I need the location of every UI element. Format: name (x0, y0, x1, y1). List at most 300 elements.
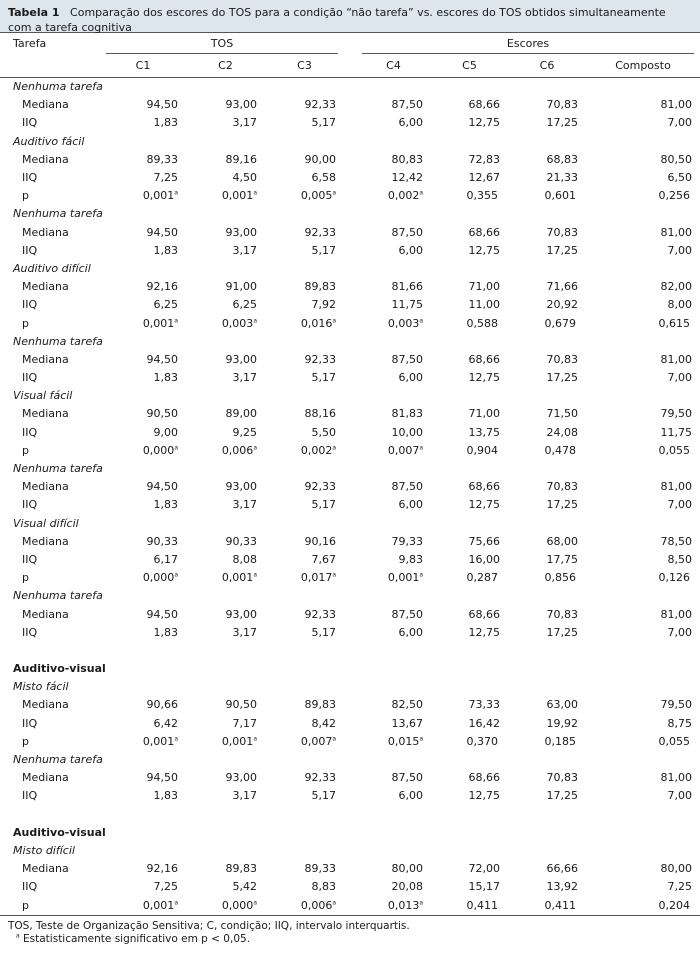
cell-value: 12,75 (468, 498, 501, 512)
table-row (0, 169, 700, 187)
group-label: Nenhuma tarefa (13, 80, 103, 94)
cell-value: 7,00 (667, 498, 693, 512)
table-row (0, 224, 700, 242)
header-col-composto: Composto (586, 55, 700, 78)
cell-value: 92,33 (304, 480, 337, 494)
cell-c2 (186, 224, 265, 242)
cell-c2 (186, 715, 265, 733)
cell-c2 (186, 496, 265, 514)
cell-value: 0,007 (300, 734, 333, 748)
cell-c1 (100, 478, 186, 496)
column-gap (344, 114, 356, 132)
table-row (0, 533, 700, 551)
cell-value: 1,83 (153, 498, 178, 512)
cell-value: 0,005 (300, 189, 333, 203)
header-escores-group (356, 33, 700, 56)
cell-value: 71,00 (468, 280, 501, 294)
column-gap (344, 96, 356, 114)
row-label: p (22, 316, 29, 330)
row-label: p (0, 896, 100, 915)
group-row (0, 205, 700, 223)
cell-value: 87,50 (391, 771, 424, 785)
cell-c3 (265, 151, 344, 169)
cell-value: 17,25 (546, 371, 579, 385)
cell-value: 0,001 (221, 734, 254, 748)
cell-c2 (186, 296, 265, 314)
group-row (0, 678, 700, 696)
cell-c6 (508, 114, 586, 132)
cell-c1 (100, 496, 186, 514)
table-row (0, 314, 700, 332)
cell-value: 4,50 (232, 171, 257, 185)
cell-c5 (431, 96, 508, 114)
cell-c4 (356, 787, 431, 805)
cell-c4 (356, 878, 431, 896)
table-caption-text: Comparação dos escores do TOS para a condição “não tarefa” vs. escores do TOS obtidos simultaneamente com a tarefa cognitiva (8, 6, 666, 34)
cell-c6 (508, 696, 586, 714)
cell-c6 (508, 878, 586, 896)
cell-value: 6,00 (398, 243, 424, 257)
cell-c5 (431, 369, 508, 387)
cell-c4 (356, 351, 431, 369)
cell-value: 6,58 (311, 171, 337, 185)
section-row (0, 824, 700, 842)
cell-composto (586, 314, 700, 332)
column-gap (344, 187, 356, 205)
cell-value: 20,08 (391, 880, 424, 894)
cell-c4 (356, 405, 431, 423)
cell-value: 94,50 (146, 771, 178, 785)
cell-c3 (265, 369, 344, 387)
cell-c6 (508, 860, 586, 878)
header-col-c4: C4 (356, 55, 431, 78)
cell-c6 (508, 478, 586, 496)
cell-value: 6,42 (153, 716, 178, 730)
significance-marker: a (253, 189, 257, 197)
table-row (0, 860, 700, 878)
cell-c2 (186, 114, 265, 132)
column-gap (344, 169, 356, 187)
cell-composto (586, 878, 700, 896)
column-gap (344, 769, 356, 787)
cell-composto (586, 769, 700, 787)
cell-value: 7,00 (667, 371, 693, 385)
column-gap (344, 569, 356, 587)
cell-c6 (508, 151, 586, 169)
cell-value: 0,000 (142, 571, 175, 585)
cell-value: 16,00 (468, 552, 501, 566)
group-row (0, 460, 700, 478)
cell-value: 81,00 (660, 225, 693, 239)
spacer-cell (0, 642, 700, 660)
cell-value: 8,08 (232, 552, 257, 566)
cell-value: 17,25 (546, 498, 579, 512)
row-label: IIQ (22, 880, 38, 894)
cell-c5 (431, 224, 508, 242)
cell-c3 (265, 769, 344, 787)
cell-value: 89,83 (225, 862, 257, 876)
significance-marker: a (419, 189, 424, 197)
header-blank (0, 55, 100, 78)
cell-c1 (100, 169, 186, 187)
table-row (0, 96, 700, 114)
row-label: IIQ (22, 625, 38, 639)
cell-value: 6,25 (153, 298, 178, 312)
cell-value: 0,000 (221, 898, 254, 912)
significance-marker: a (332, 189, 337, 197)
cell-value: 80,00 (391, 862, 424, 876)
cell-c2 (186, 860, 265, 878)
cell-value: 5,17 (311, 371, 337, 385)
cell-value: 1,83 (153, 243, 178, 257)
cell-c2 (186, 478, 265, 496)
cell-value: 90,50 (225, 698, 257, 712)
cell-value: 70,83 (546, 225, 579, 239)
column-gap (344, 314, 356, 332)
cell-c5 (431, 733, 508, 751)
cell-c6 (508, 496, 586, 514)
cell-value: 6,00 (398, 116, 424, 130)
cell-value: 0,588 (466, 316, 499, 330)
cell-value: 21,33 (546, 171, 579, 185)
cell-c4 (356, 624, 431, 642)
significance-marker: a (174, 571, 178, 579)
cell-c3 (265, 896, 344, 915)
cell-value: 12,75 (468, 243, 501, 257)
cell-composto (586, 296, 700, 314)
cell-value: 81,00 (660, 98, 693, 112)
cell-value: 5,17 (311, 116, 337, 130)
cell-c2 (186, 351, 265, 369)
cell-composto (586, 787, 700, 805)
table-row (0, 242, 700, 260)
cell-composto (586, 496, 700, 514)
cell-c6 (508, 896, 586, 915)
column-gap (344, 369, 356, 387)
row-label: p (22, 734, 29, 748)
cell-c2 (186, 605, 265, 623)
cell-value: 5,17 (311, 243, 337, 257)
group-label: Visual fácil (13, 389, 73, 403)
cell-value: 3,17 (232, 498, 257, 512)
cell-value: 89,33 (304, 862, 337, 876)
cell-value: 0,003 (387, 316, 420, 330)
cell-value: 79,50 (660, 698, 693, 712)
table-row (0, 442, 700, 460)
cell-c1 (100, 405, 186, 423)
cell-value: 11,00 (468, 298, 501, 312)
cell-c6 (508, 169, 586, 187)
cell-value: 7,00 (667, 116, 693, 130)
cell-value: 16,42 (468, 716, 501, 730)
cell-value: 9,83 (398, 552, 424, 566)
row-label: Mediana (22, 698, 69, 712)
cell-composto (586, 569, 700, 587)
spacer-row (0, 642, 700, 660)
cell-c2 (186, 769, 265, 787)
cell-value: 7,67 (311, 552, 337, 566)
cell-c1 (100, 787, 186, 805)
table-row (0, 551, 700, 569)
cell-c2 (186, 242, 265, 260)
cell-value: 0,411 (544, 898, 577, 912)
group-label: Nenhuma tarefa (13, 589, 103, 603)
significance-marker: a (253, 316, 257, 324)
cell-value: 0,001 (142, 189, 175, 203)
cell-c2 (186, 569, 265, 587)
table-row (0, 187, 700, 205)
cell-composto (586, 187, 700, 205)
cell-c1 (100, 533, 186, 551)
cell-composto (586, 442, 700, 460)
row-label: IIQ (22, 425, 38, 439)
cell-composto (586, 169, 700, 187)
cell-c3 (265, 605, 344, 623)
group-label: Nenhuma tarefa (13, 207, 103, 221)
header-col-c6: C6 (508, 55, 586, 78)
cell-c3 (265, 424, 344, 442)
column-gap (344, 351, 356, 369)
cell-c3 (265, 878, 344, 896)
table-row (0, 605, 700, 623)
cell-c5 (431, 896, 508, 915)
cell-composto (586, 533, 700, 551)
cell-composto (586, 369, 700, 387)
cell-c1 (100, 314, 186, 332)
cell-c5 (431, 114, 508, 132)
cell-c5 (431, 278, 508, 296)
cell-c5 (431, 351, 508, 369)
row-label: Mediana (22, 98, 69, 112)
header-escores: Escores (362, 35, 694, 54)
column-gap (344, 551, 356, 569)
cell-value: 92,16 (146, 280, 178, 294)
cell-value: 0,055 (658, 734, 691, 748)
cell-composto (586, 551, 700, 569)
cell-c5 (431, 605, 508, 623)
cell-c5 (431, 242, 508, 260)
cell-c6 (508, 224, 586, 242)
cell-value: 92,33 (304, 352, 337, 366)
cell-c3 (265, 860, 344, 878)
cell-value: 89,00 (225, 407, 257, 421)
cell-c4 (356, 442, 431, 460)
cell-c1 (100, 442, 186, 460)
table-row (0, 296, 700, 314)
cell-value: 0,017 (300, 571, 333, 585)
cell-c1 (100, 878, 186, 896)
header-gap (344, 55, 356, 78)
cell-value: 90,50 (146, 407, 178, 421)
cell-value: 87,50 (391, 352, 424, 366)
cell-c1 (100, 605, 186, 623)
cell-value: 87,50 (391, 607, 424, 621)
cell-c2 (186, 624, 265, 642)
group-row (0, 842, 700, 860)
table-row (0, 114, 700, 132)
significance-marker: a (419, 735, 424, 743)
cell-c1 (100, 187, 186, 205)
cell-value: 81,00 (660, 771, 693, 785)
cell-c3 (265, 314, 344, 332)
cell-value: 0,016 (300, 316, 333, 330)
row-label: IIQ (22, 298, 38, 312)
cell-c2 (186, 442, 265, 460)
cell-value: 0,001 (142, 316, 175, 330)
cell-value: 5,17 (311, 625, 337, 639)
cell-composto (586, 114, 700, 132)
cell-value: 92,16 (146, 862, 178, 876)
cell-value: 0,055 (658, 443, 691, 457)
cell-value: 17,75 (546, 552, 579, 566)
cell-c6 (508, 242, 586, 260)
cell-value: 70,83 (546, 771, 579, 785)
cell-value: 91,00 (225, 280, 257, 294)
cell-value: 90,66 (146, 698, 178, 712)
cell-c4 (356, 551, 431, 569)
cell-c6 (508, 533, 586, 551)
cell-value: 13,75 (468, 425, 501, 439)
header-col-c1: C1 (100, 55, 186, 78)
significance-marker: a (332, 316, 337, 324)
cell-c6 (508, 551, 586, 569)
table-row (0, 696, 700, 714)
cell-value: 72,00 (468, 862, 501, 876)
cell-value: 0,002 (300, 443, 333, 457)
cell-value: 70,83 (546, 98, 579, 112)
table-caption-label: Tabela 1 (8, 6, 60, 19)
cell-value: 92,33 (304, 771, 337, 785)
cell-value: 0,601 (544, 189, 577, 203)
table-row (0, 715, 700, 733)
column-gap (344, 424, 356, 442)
cell-value: 63,00 (546, 698, 579, 712)
cell-c5 (431, 878, 508, 896)
cell-c1 (100, 224, 186, 242)
cell-value: 8,75 (667, 716, 693, 730)
group-row (0, 515, 700, 533)
row-label: Mediana (22, 225, 69, 239)
cell-value: 90,16 (304, 534, 337, 548)
cell-value: 6,00 (398, 789, 424, 803)
table-row (0, 369, 700, 387)
cell-value: 0,126 (658, 571, 691, 585)
cell-value: 89,33 (146, 152, 178, 166)
cell-c3 (265, 442, 344, 460)
cell-value: 0,002 (387, 189, 420, 203)
group-label: Nenhuma tarefa (13, 334, 103, 348)
cell-value: 68,66 (468, 607, 501, 621)
cell-value: 20,92 (546, 298, 579, 312)
cell-value: 7,92 (311, 298, 337, 312)
cell-value: 7,25 (153, 171, 178, 185)
cell-c3 (265, 715, 344, 733)
significance-marker: a (332, 898, 337, 906)
cell-composto (586, 733, 700, 751)
footnote-significance (8, 933, 692, 946)
cell-c1 (100, 569, 186, 587)
table-row (0, 569, 700, 587)
group-label: Visual difícil (13, 516, 79, 530)
cell-c3 (265, 187, 344, 205)
cell-c3 (265, 242, 344, 260)
cell-value: 3,17 (232, 625, 257, 639)
cell-c5 (431, 551, 508, 569)
cell-composto (586, 151, 700, 169)
cell-value: 75,66 (468, 534, 501, 548)
row-label: IIQ (22, 498, 38, 512)
header-col-c3: C3 (265, 55, 344, 78)
cell-value: 0,001 (142, 898, 175, 912)
cell-c5 (431, 405, 508, 423)
cell-c6 (508, 424, 586, 442)
cell-value: 94,50 (146, 480, 178, 494)
section-label: Auditivo-visual (13, 662, 106, 676)
column-gap (344, 624, 356, 642)
cell-c1 (100, 860, 186, 878)
cell-c4 (356, 278, 431, 296)
cell-value: 7,00 (667, 789, 693, 803)
cell-c5 (431, 860, 508, 878)
cell-c5 (431, 533, 508, 551)
row-label: Mediana (22, 771, 69, 785)
significance-marker: a (174, 189, 178, 197)
cell-c4 (356, 478, 431, 496)
cell-c3 (265, 405, 344, 423)
cell-value: 68,66 (468, 771, 501, 785)
row-label: IIQ (22, 371, 38, 385)
header-row-1 (0, 33, 700, 56)
cell-c6 (508, 769, 586, 787)
group-row (0, 260, 700, 278)
cell-value: 6,00 (398, 371, 424, 385)
group-row (0, 751, 700, 769)
cell-value: 90,33 (225, 534, 257, 548)
cell-c3 (265, 278, 344, 296)
cell-value: 3,17 (232, 116, 257, 130)
cell-value: 0,355 (466, 189, 499, 203)
cell-value: 87,50 (391, 98, 424, 112)
column-gap (344, 533, 356, 551)
cell-c4 (356, 224, 431, 242)
significance-marker: a (253, 444, 257, 452)
cell-c4 (356, 242, 431, 260)
group-label: Nenhuma tarefa (13, 753, 103, 767)
column-gap (344, 733, 356, 751)
section-row (0, 660, 700, 678)
row-label: IIQ (22, 243, 38, 257)
column-gap (344, 715, 356, 733)
cell-value: 0,001 (221, 571, 254, 585)
cell-value: 73,33 (468, 698, 501, 712)
cell-value: 94,50 (146, 607, 178, 621)
header-gap (344, 33, 356, 56)
cell-c3 (265, 96, 344, 114)
cell-value: 15,17 (468, 880, 501, 894)
row-label: Mediana (22, 862, 69, 876)
cell-c6 (508, 569, 586, 587)
cell-value: 17,25 (546, 243, 579, 257)
table-row (0, 478, 700, 496)
cell-composto (586, 860, 700, 878)
cell-composto (586, 224, 700, 242)
group-label: Auditivo difícil (13, 261, 91, 275)
cell-value: 3,17 (232, 243, 257, 257)
cell-value: 0,003 (221, 316, 254, 330)
cell-c1 (100, 624, 186, 642)
cell-value: 7,25 (667, 880, 693, 894)
cell-c5 (431, 169, 508, 187)
